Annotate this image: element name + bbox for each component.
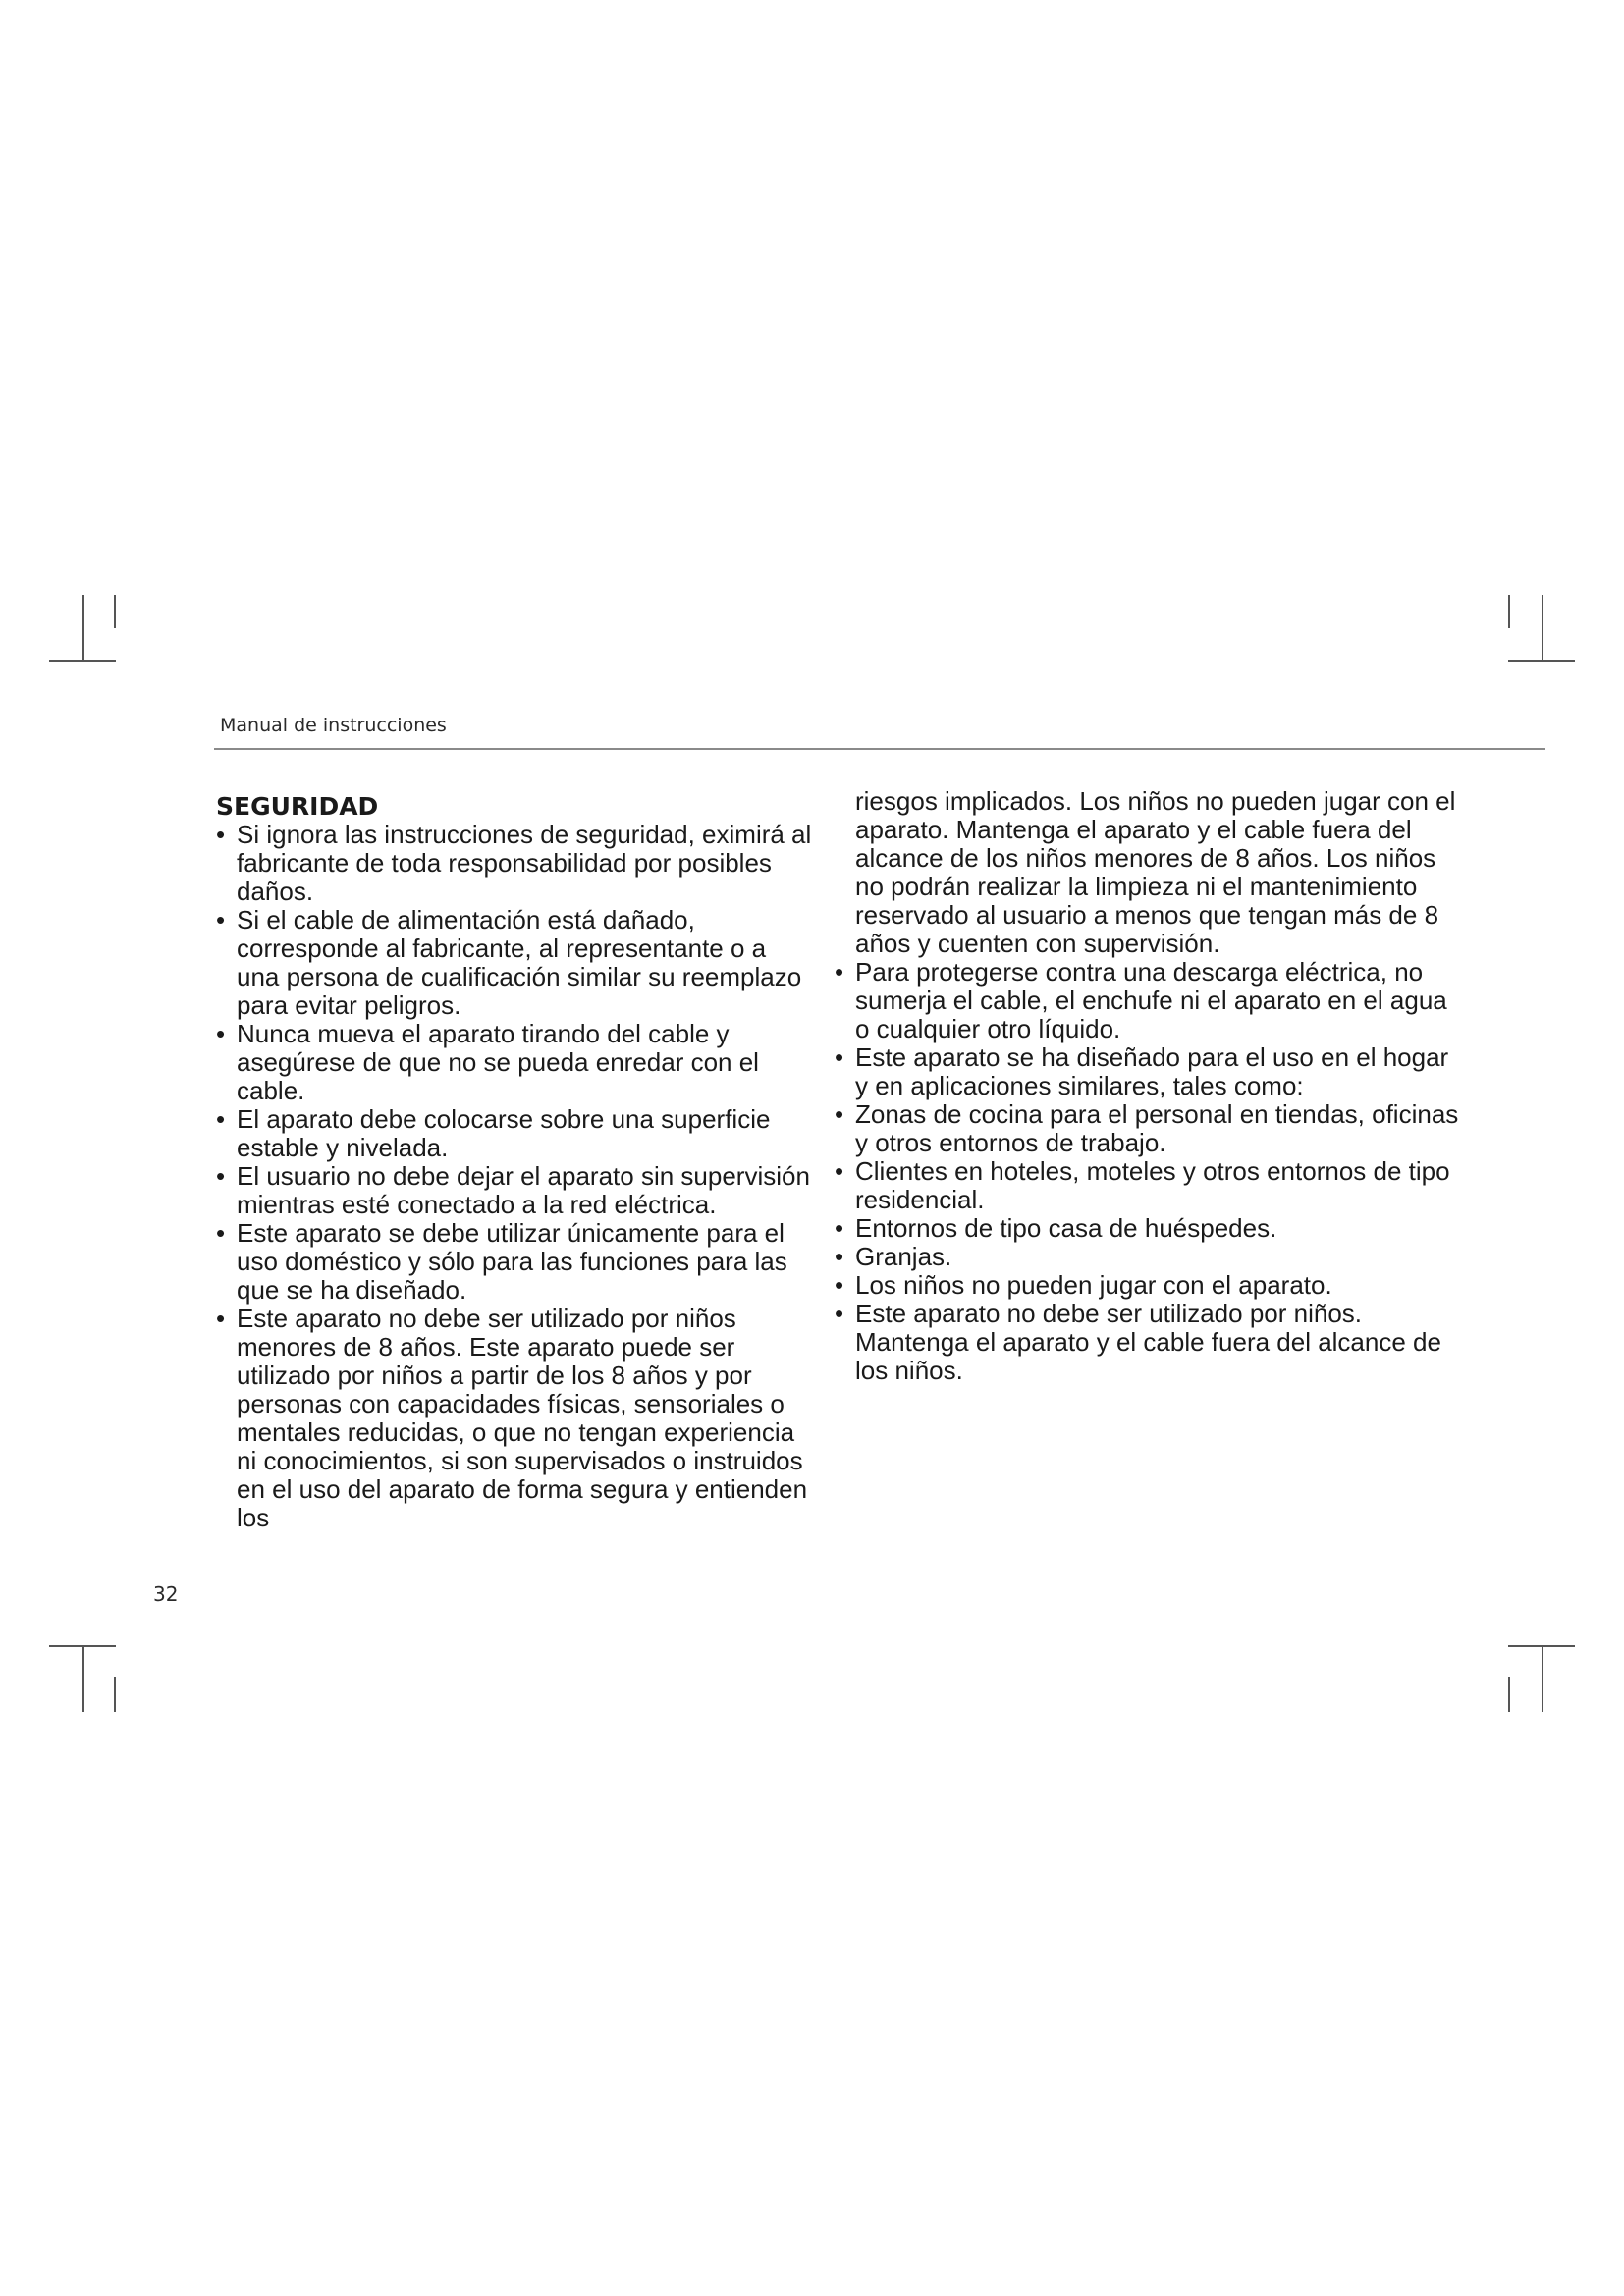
list-item-text: El usuario no debe dejar el aparato sin supervisión mientras esté conectado a la red eléctrica. [237, 1161, 810, 1219]
list-item-text: Clientes en hoteles, moteles y otros entornos de tipo residencial. [855, 1156, 1450, 1214]
list-item-text: Zonas de cocina para el personal en tiendas, oficinas y otros entornos de trabajo. [855, 1099, 1459, 1157]
list-item [835, 1214, 1463, 1243]
bullet-icon: • [835, 1042, 844, 1072]
list-item-text: Este aparato se debe utilizar únicamente para el uso doméstico y sólo para las funciones para las que se ha diseñado. [237, 1218, 787, 1305]
list-item-text: Este aparato no debe ser utilizado por niños menores de 8 años. Este aparato puede ser utilizado por niños a partir de los 8 años y por personas con capacidades físicas, sensoriales o mentales reducidas, o que no tengan experiencia ni conocimientos, si son supervisados o instruidos en el uso del aparato de forma segura y entienden los [237, 1304, 808, 1532]
section-title: SEGURIDAD [216, 792, 379, 821]
bullet-icon: • [216, 1161, 226, 1191]
list-item-text: Nunca mueva el aparato tirando del cable y asegúrese de que no se pueda enredar con el cable. [237, 1019, 759, 1105]
bullet-icon: • [835, 957, 844, 987]
list-item-text: Si el cable de alimentación está dañado, corresponde al fabricante, al representante o a una persona de cualificación similar su reemplazo para evitar peligros. [237, 905, 802, 1020]
page-number: 32 [153, 1582, 179, 1606]
bullet-icon: • [216, 1104, 226, 1134]
bullet-icon: • [835, 1156, 844, 1186]
bullet-icon: • [216, 905, 226, 934]
list-item [216, 1305, 815, 1532]
bullet-icon: • [216, 1304, 226, 1333]
list-item [835, 1300, 1463, 1385]
list-item [216, 1020, 815, 1105]
running-header: Manual de instrucciones [220, 715, 447, 736]
crop-mark-top-right-v2 [1508, 595, 1510, 628]
list-item [216, 1105, 815, 1162]
list-item-text: Para protegerse contra una descarga eléctrica, no sumerja el cable, el enchufe ni el aparato en el agua o cualquier otro líquido. [855, 957, 1447, 1043]
bullet-icon: • [835, 1213, 844, 1243]
crop-mark-top-left-v [82, 595, 84, 662]
list-item [835, 1157, 1463, 1214]
list-item [216, 1219, 815, 1305]
bullet-icon: • [835, 1099, 844, 1129]
list-item-text: Los niños no pueden jugar con el aparato. [855, 1270, 1332, 1300]
crop-mark-bottom-left-v2 [114, 1677, 116, 1712]
list-item [835, 958, 1463, 1043]
crop-mark-bottom-right-v [1542, 1645, 1543, 1712]
list-item [835, 1271, 1463, 1300]
list-item-text: Este aparato no debe ser utilizado por niños. Mantenga el aparato y el cable fuera del alcance de los niños. [855, 1299, 1441, 1385]
list-item-text: Este aparato se ha diseñado para el uso en el hogar y en aplicaciones similares, tales como: [855, 1042, 1449, 1100]
list-item [216, 1162, 815, 1219]
bullet-icon: • [835, 1299, 844, 1328]
list-item [835, 1100, 1463, 1157]
bullet-icon: • [835, 1270, 844, 1300]
crop-mark-bottom-right-v2 [1508, 1677, 1510, 1712]
crop-mark-top-left-v2 [114, 595, 116, 628]
left-bullet-list [216, 821, 815, 1532]
list-item [835, 1243, 1463, 1271]
bullet-icon: • [835, 1242, 844, 1271]
crop-mark-top-right-v [1542, 595, 1543, 662]
list-item-text: Entornos de tipo casa de huéspedes. [855, 1213, 1277, 1243]
crop-mark-bottom-left-v [82, 1645, 84, 1712]
list-item-text: El aparato debe colocarse sobre una superficie estable y nivelada. [237, 1104, 771, 1162]
list-item [216, 821, 815, 906]
list-item [835, 1043, 1463, 1100]
left-column [216, 787, 815, 1532]
list-item-text: Si ignora las instrucciones de seguridad, eximirá al fabricante de toda responsabilidad por posibles daños. [237, 820, 812, 906]
bullet-icon: • [216, 1218, 226, 1248]
right-column [835, 787, 1463, 1385]
bullet-icon: • [216, 1019, 226, 1048]
list-item-text: Granjas. [855, 1242, 952, 1271]
header-rule [214, 748, 1545, 750]
bullet-icon: • [216, 820, 226, 849]
right-bullet-list [835, 958, 1463, 1385]
list-item [216, 906, 815, 1020]
continued-paragraph: riesgos implicados. Los niños no pueden jugar con el aparato. Mantenga el aparato y el cable fuera del alcance de los niños menores de 8 años. Los niños no podrán realizar la limpieza ni el mantenimiento reservado al usuario a menos que tengan más de 8 años y cuenten con supervisión. [855, 786, 1456, 958]
